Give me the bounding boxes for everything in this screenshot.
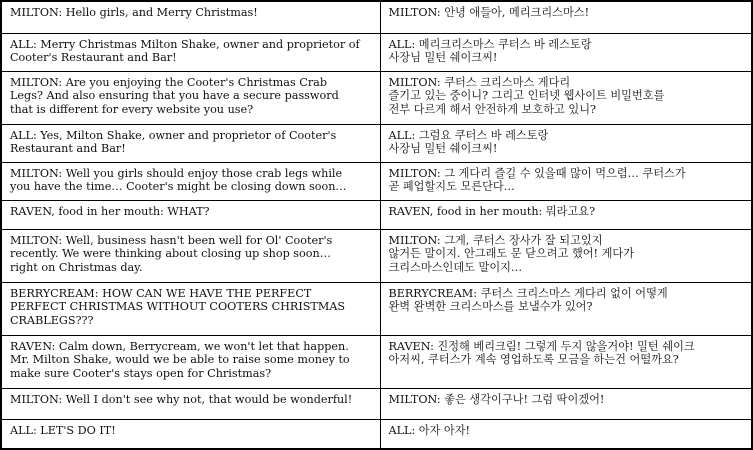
english-line: MILTON: Well I don't see why not, that would be wonderful! (2, 388, 380, 419)
table-row (2, 162, 751, 200)
english-line: MILTON: Well you girls should enjoy those crab legs while you have the time… Cooter's might be closing down soon… (2, 162, 380, 200)
english-line: BERRYCREAM: HOW CAN WE HAVE THE PERFECT PERFECT CHRISTMAS WITHOUT COOTERS CHRISTMAS CRABLEGS??? (2, 282, 380, 335)
table-row (2, 200, 751, 229)
table-row (2, 2, 751, 33)
table-row (2, 282, 751, 335)
table-row (2, 229, 751, 282)
english-line: ALL: Merry Christmas Milton Shake, owner and proprietor of Cooter's Restaurant and Bar! (2, 33, 380, 71)
english-line: RAVEN: Calm down, Berrycream, we won't let that happen. Mr. Milton Shake, would we be able to raise some money to make sure Cooter's stays open for Christmas? (2, 335, 380, 388)
korean-line: MILTON: 그게, 쿠터스 장사가 잘 되고있지 않거든 말이지. 안그래도 문 닫으려고 했어! 게다가 크리스마스인데도 말이지… (380, 229, 751, 282)
table-row (2, 335, 751, 388)
table-row (2, 419, 751, 448)
korean-line: ALL: 메리크리스마스 쿠터스 바 레스토랑 사장님 밀턴 쉐이크씨! (380, 33, 751, 71)
korean-line: MILTON: 쿠터스 크리스마스 게다리 즐기고 있는 중이니? 그리고 인터넷 웹사이트 비밀번호를 전부 다르게 해서 안전하게 보호하고 있니? (380, 71, 751, 124)
table-row (2, 71, 751, 124)
english-line: MILTON: Are you enjoying the Cooter's Christmas Crab Legs? And also ensuring that you have a secure password that is different for every website you use? (2, 71, 380, 124)
english-line: RAVEN, food in her mouth: WHAT? (2, 200, 380, 229)
korean-line: MILTON: 안녕 애들아, 메리크리스마스! (380, 2, 751, 33)
table-row (2, 33, 751, 71)
english-line: MILTON: Well, business hasn't been well for Ol' Cooter's recently. We were thinking about closing up shop soon… right on Christmas day. (2, 229, 380, 282)
korean-line: ALL: 아자 아자! (380, 419, 751, 448)
korean-line: ALL: 그럼요 쿠터스 바 레스토랑 사장님 밀턴 쉐이크씨! (380, 124, 751, 162)
english-line: ALL: Yes, Milton Shake, owner and proprietor of Cooter's Restaurant and Bar! (2, 124, 380, 162)
english-line: MILTON: Hello girls, and Merry Christmas! (2, 2, 380, 33)
table-row (2, 388, 751, 419)
korean-line: MILTON: 그 게다리 즐길 수 있을때 많이 먹으렴… 쿠터스가 곧 폐업할지도 모른단다… (380, 162, 751, 200)
table-row (2, 124, 751, 162)
korean-line: MILTON: 좋은 생각이구나! 그럼 딱이겠어! (380, 388, 751, 419)
korean-line: BERRYCREAM: 쿠터스 크리스마스 게다리 없이 어떻게 완벽 완벽한 크리스마스를 보낼수가 있어? (380, 282, 751, 335)
korean-line: RAVEN, food in her mouth: 뭐라고요? (380, 200, 751, 229)
korean-line: RAVEN: 진정해 베리크림! 그렇게 두지 않을거야! 밀턴 쉐이크 아저씨, 쿠터스가 계속 영업하도록 모금을 하는건 어떨까요? (380, 335, 751, 388)
english-line: ALL: LET'S DO IT! (2, 419, 380, 448)
dialogue-table (2, 2, 751, 448)
